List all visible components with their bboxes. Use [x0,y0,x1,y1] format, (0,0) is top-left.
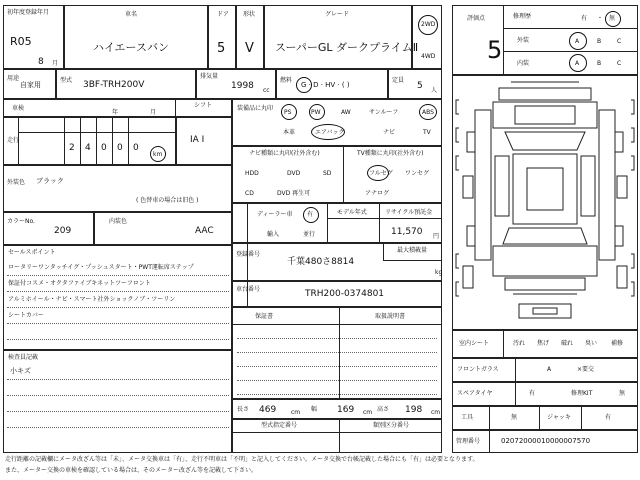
type-designation-label: 型式指定番号 [261,422,298,429]
equip-airbag: エアバッグ [315,129,345,136]
footer-text: 走行距離の記載欄にメータ改ざん等は「未」、メータ交換車は「有」、走行不明車は「不明」と記入してください。メータ交換で台帳記載した場合にも「有」は必要となります。 [5,456,479,463]
spare-kit: 修理KIT [571,390,593,397]
shape-label: 形状 [243,11,256,18]
car-diagram-box [452,75,638,330]
exterior-a: A [575,38,580,45]
car-name-value: ハイエースバン [93,41,170,54]
cc-unit: cc [263,87,270,94]
model-year-label: モデル年式 [337,209,367,216]
length-value: 469 [259,405,277,415]
usage-value: 自家用 [20,81,41,89]
score-label: 評価点 [467,15,486,22]
shift-label: シフト [194,102,213,109]
jack-value: 有 [605,414,612,421]
room-label: 室内シート [459,340,490,347]
glass-box [452,358,638,382]
fuel-label: 燃料 [280,77,293,84]
dealer-box [232,203,442,243]
equip-abs: ABS [422,109,434,116]
reg-label: 初年度登録年月 [7,9,50,16]
fuel-box [276,69,388,99]
repair-dot: ・ [597,15,604,22]
usage-label: 用途 [7,75,20,82]
sales-point-3: アルミホイール・ナビ・スマート社外ショックノブ・ツーリン [8,296,176,303]
doors-value: 5 [217,41,226,56]
warranty-box [232,307,442,399]
mileage-digit: 2 [69,143,75,153]
nav-label: ナビ種類に丸印(社外含む) [249,150,320,157]
color-no-box [3,212,94,245]
cc-value: 1998 [231,81,254,91]
tools-value: 無 [511,414,518,421]
score-value: 5 [487,36,503,64]
mileage-digit: 0 [117,143,123,153]
spare-box [452,382,638,406]
width-label: 幅 [311,406,318,413]
seats-value: 5 [417,81,423,91]
repair-yes: 有 [581,15,588,22]
nav-dvd: DVD [287,170,301,177]
dealer-parallel: 並行 [303,231,316,238]
repair-label: 修理歴 [513,13,532,20]
color-value: ブラック [36,177,64,185]
designation-box [232,419,442,453]
chassis-value: TRH200-0374801 [305,289,385,299]
shape-box [236,5,264,69]
interior-label: 内装色 [109,218,128,225]
grade-box [264,5,419,69]
tools-label: 工具 [461,414,474,421]
inspection-year-label: 年 [112,109,119,116]
room-dirt: 汚れ [513,340,526,347]
model-value: 3BF-TRH200V [83,80,145,90]
equipment-box [232,99,442,146]
dims-box [232,399,442,419]
mgmt-label: 管理番号 [456,438,481,445]
manual-label: 取扱説明書 [375,313,406,320]
model-box [56,69,196,99]
glass-replace: ×要交 [577,366,595,373]
equip-navi: ナビ [383,129,396,136]
sales-points-box [3,245,232,350]
glass-a: A [547,366,552,373]
tv-analog: アナログ [365,190,390,197]
room-repair: 補修 [611,340,624,347]
equip-tv: TV [423,129,431,136]
sales-point-2: 保証付コスメ・オクタファイブキネットツーフロント [8,280,151,287]
fuel-value: G · D · HV · ( ) [301,81,350,89]
plate-value: 千葉480さ8814 [287,257,355,267]
nav-cd: CD [245,190,254,197]
plate-box [232,243,442,281]
tools-box [452,406,638,430]
mgmt-value: 02072000010000007570 [501,437,591,445]
equip-leather: 本革 [283,129,296,136]
spare-yes: 有 [529,390,536,397]
footer-text-2: また、メーター交換の車検を確認している場合は、そのメーター改ざん等を記載して下さい。 [5,467,258,474]
nav-dvd-play: DVD 再生可 [277,190,311,197]
interior-c: C [617,60,622,67]
chassis-label: 車台番号 [236,286,261,293]
drive-2wd-label: 2WD [421,21,436,28]
sales-point-4: シートカバー [8,312,44,319]
shift-value: IA I [190,135,205,145]
exterior-b: B [597,38,602,45]
tv-label: TV種類に丸印(社外含む) [357,150,424,157]
max-load-label: 最大積載量 [397,247,428,254]
nav-sd: SD [323,170,332,177]
mileage-digit: 0 [133,143,139,153]
category-label: 類別区分番号 [373,422,410,429]
width-unit: cm [363,409,373,416]
seats-unit: 人 [431,87,438,94]
height-unit: cm [431,409,441,416]
seats-label: 定員 [392,77,405,84]
car-name-box [64,5,208,69]
color-note: ( 色替車の場合は旧色 ) [136,197,199,204]
nav-hdd: HDD [245,170,259,177]
interior-value: AAC [195,226,214,236]
footer [3,455,637,479]
warranty-label: 保証書 [255,313,274,320]
color-no-label: カラーNo. [7,218,35,225]
header-reg-box [3,5,64,69]
sales-point-1: ロータリーワンタッチイグ・プッシュスタート・PWT運転席ステップ [8,264,194,271]
car-diagram [453,76,637,329]
recycle-value: 11,570 [391,227,423,237]
max-load-unit: kg [435,269,443,276]
chassis-box [232,281,442,307]
inspection-label: 車検 [12,105,25,112]
dealer-import: 輸入 [267,231,280,238]
length-label: 長さ [237,406,250,413]
dealer-yes: 有 [307,211,314,218]
plate-label: 登録番号 [236,251,261,258]
width-value: 169 [337,405,355,415]
interior-box [94,212,232,245]
nav-box [232,146,442,203]
length-unit: cm [291,409,301,416]
inspector-note: 小キズ [10,367,31,375]
color-label: 外装色 [7,179,26,186]
exterior-c: C [617,38,622,45]
month-value: 8 [38,57,44,67]
tv-fullseg: フルセグ [369,170,393,177]
mgmt-box [452,430,638,453]
color-box [3,165,232,212]
car-name-label: 車名 [125,11,138,18]
drive-4wd-label: 4WD [421,53,436,60]
cc-label: 排気量 [200,73,219,80]
usage-box [3,69,56,99]
grade-label: グレード [325,11,350,18]
drive-box [412,5,442,69]
mileage-label: 走行 [7,137,20,144]
month-unit: 月 [52,60,59,67]
reg-value: R05 [10,35,32,48]
seats-box [388,69,442,99]
grade-value: スーパーGL ダークプライムⅡ [275,41,419,54]
mileage-unit: km [153,151,163,158]
room-tear: 破れ [561,340,574,347]
recycle-unit: 円 [433,233,440,240]
shift-box [175,99,232,165]
interior-grade-label: 内装 [517,60,530,67]
recycle-label: リサイクル預託金 [385,209,433,216]
jack-label: ジャッキ [547,414,571,421]
height-value: 198 [405,405,423,415]
color-no-value: 209 [54,226,72,236]
room-box [452,330,638,358]
mileage-digit: 4 [85,143,91,153]
equip-aw: AW [341,109,351,116]
inspection-month-label: 月 [150,109,157,116]
interior-b: B [597,60,602,67]
equip-pw: PW [311,109,321,116]
inspector-box [3,350,232,453]
inspector-label: 検査員記載 [8,354,39,361]
equip-ps: PS [284,109,292,116]
equipment-label: 装備品に丸印 [237,105,274,112]
sales-points-label: セールスポイント [8,249,56,256]
mileage-digit: 0 [101,143,107,153]
glass-label: フロントガラス [457,366,499,373]
tv-oneseg: ワンセグ [405,170,430,177]
exterior-label: 外装 [517,37,530,44]
spare-label: スペアタイヤ [457,390,493,397]
interior-a: A [575,60,580,67]
shape-value: V [245,41,254,56]
model-label: 型式 [60,77,73,84]
cc-box [196,69,276,99]
doors-box [208,5,236,69]
doors-label: ドア [217,11,229,18]
repair-no: 無 [609,15,616,22]
equip-sunroof: サンルーフ [369,109,399,116]
spare-no: 無 [619,390,626,397]
height-label: 高さ [377,406,390,413]
room-smell: 臭い [585,340,598,347]
room-burn: 焦げ [537,340,550,347]
dealer-label: ディーラー車 [257,211,293,218]
score-box [452,5,638,75]
